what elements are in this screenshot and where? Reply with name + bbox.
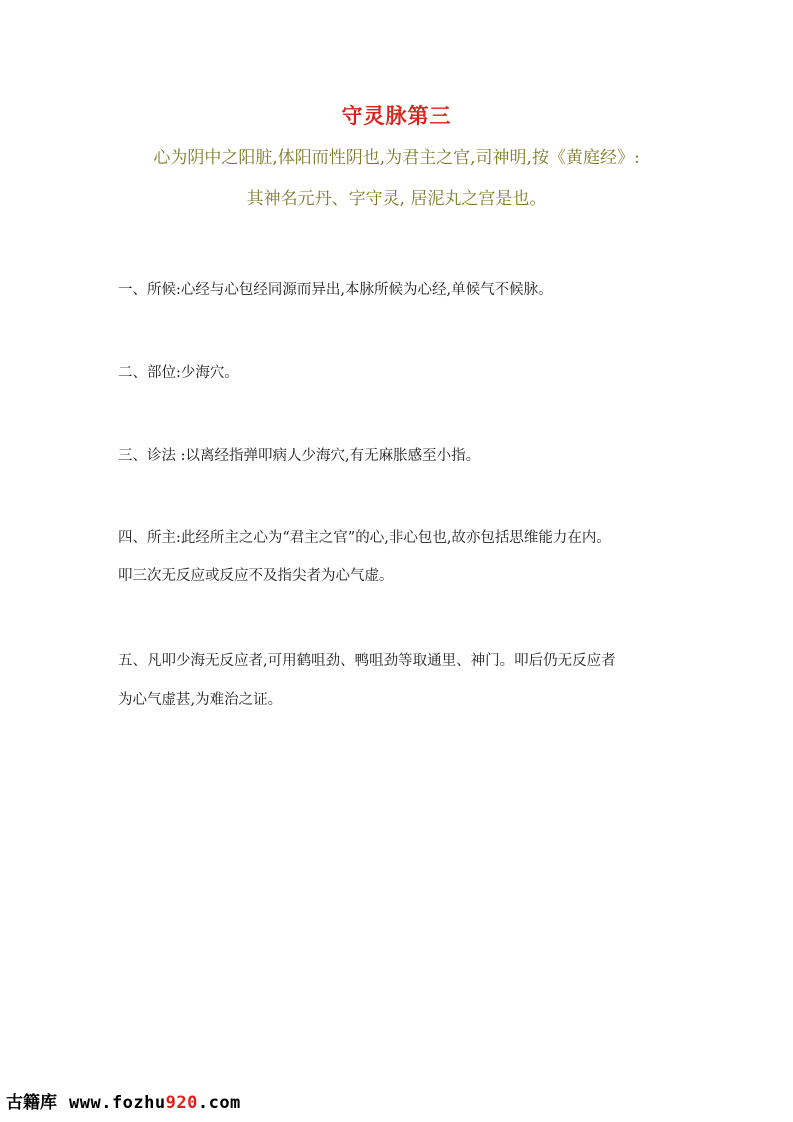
footer-url-highlight: 920	[165, 1093, 198, 1113]
paragraph: 三、诊法 :以离经指弹叩病人少海穴,有无麻胀感至小指。	[118, 448, 481, 464]
paragraph: 一、所候:心经与心包经同源而异出,本脉所候为心经,单候气不候脉。	[118, 282, 553, 298]
footer-url-prefix: www.fozhu	[69, 1093, 166, 1113]
paragraph: 五、凡叩少海无反应者,可用鹤咀劲、鸭咀劲等取通里、神门。叩后仍无反应者	[118, 653, 616, 669]
intro-line: 心为阴中之阳脏,体阳而性阴也,为君主之官,司神明,按《黄庭经》:	[153, 148, 640, 168]
paragraph-continuation: 叩三次无反应或反应不及指尖者为心气虚。	[118, 568, 394, 584]
paragraph: 二、部位:少海穴。	[118, 365, 239, 381]
footer-brand: 古籍库	[6, 1093, 57, 1113]
page-title: 守灵脉第三	[341, 104, 452, 128]
paragraph: 四、所主:此经所主之心为“君主之官”的心,非心包也,故亦包括思维能力在内。	[118, 530, 611, 546]
footer-url-suffix: .com	[197, 1093, 241, 1113]
paragraph-continuation: 为心气虚甚,为难治之证。	[118, 692, 283, 708]
footer-watermark	[6, 1088, 241, 1116]
intro-line: 其神名元丹、字守灵, 居泥丸之宫是也。	[246, 189, 547, 209]
